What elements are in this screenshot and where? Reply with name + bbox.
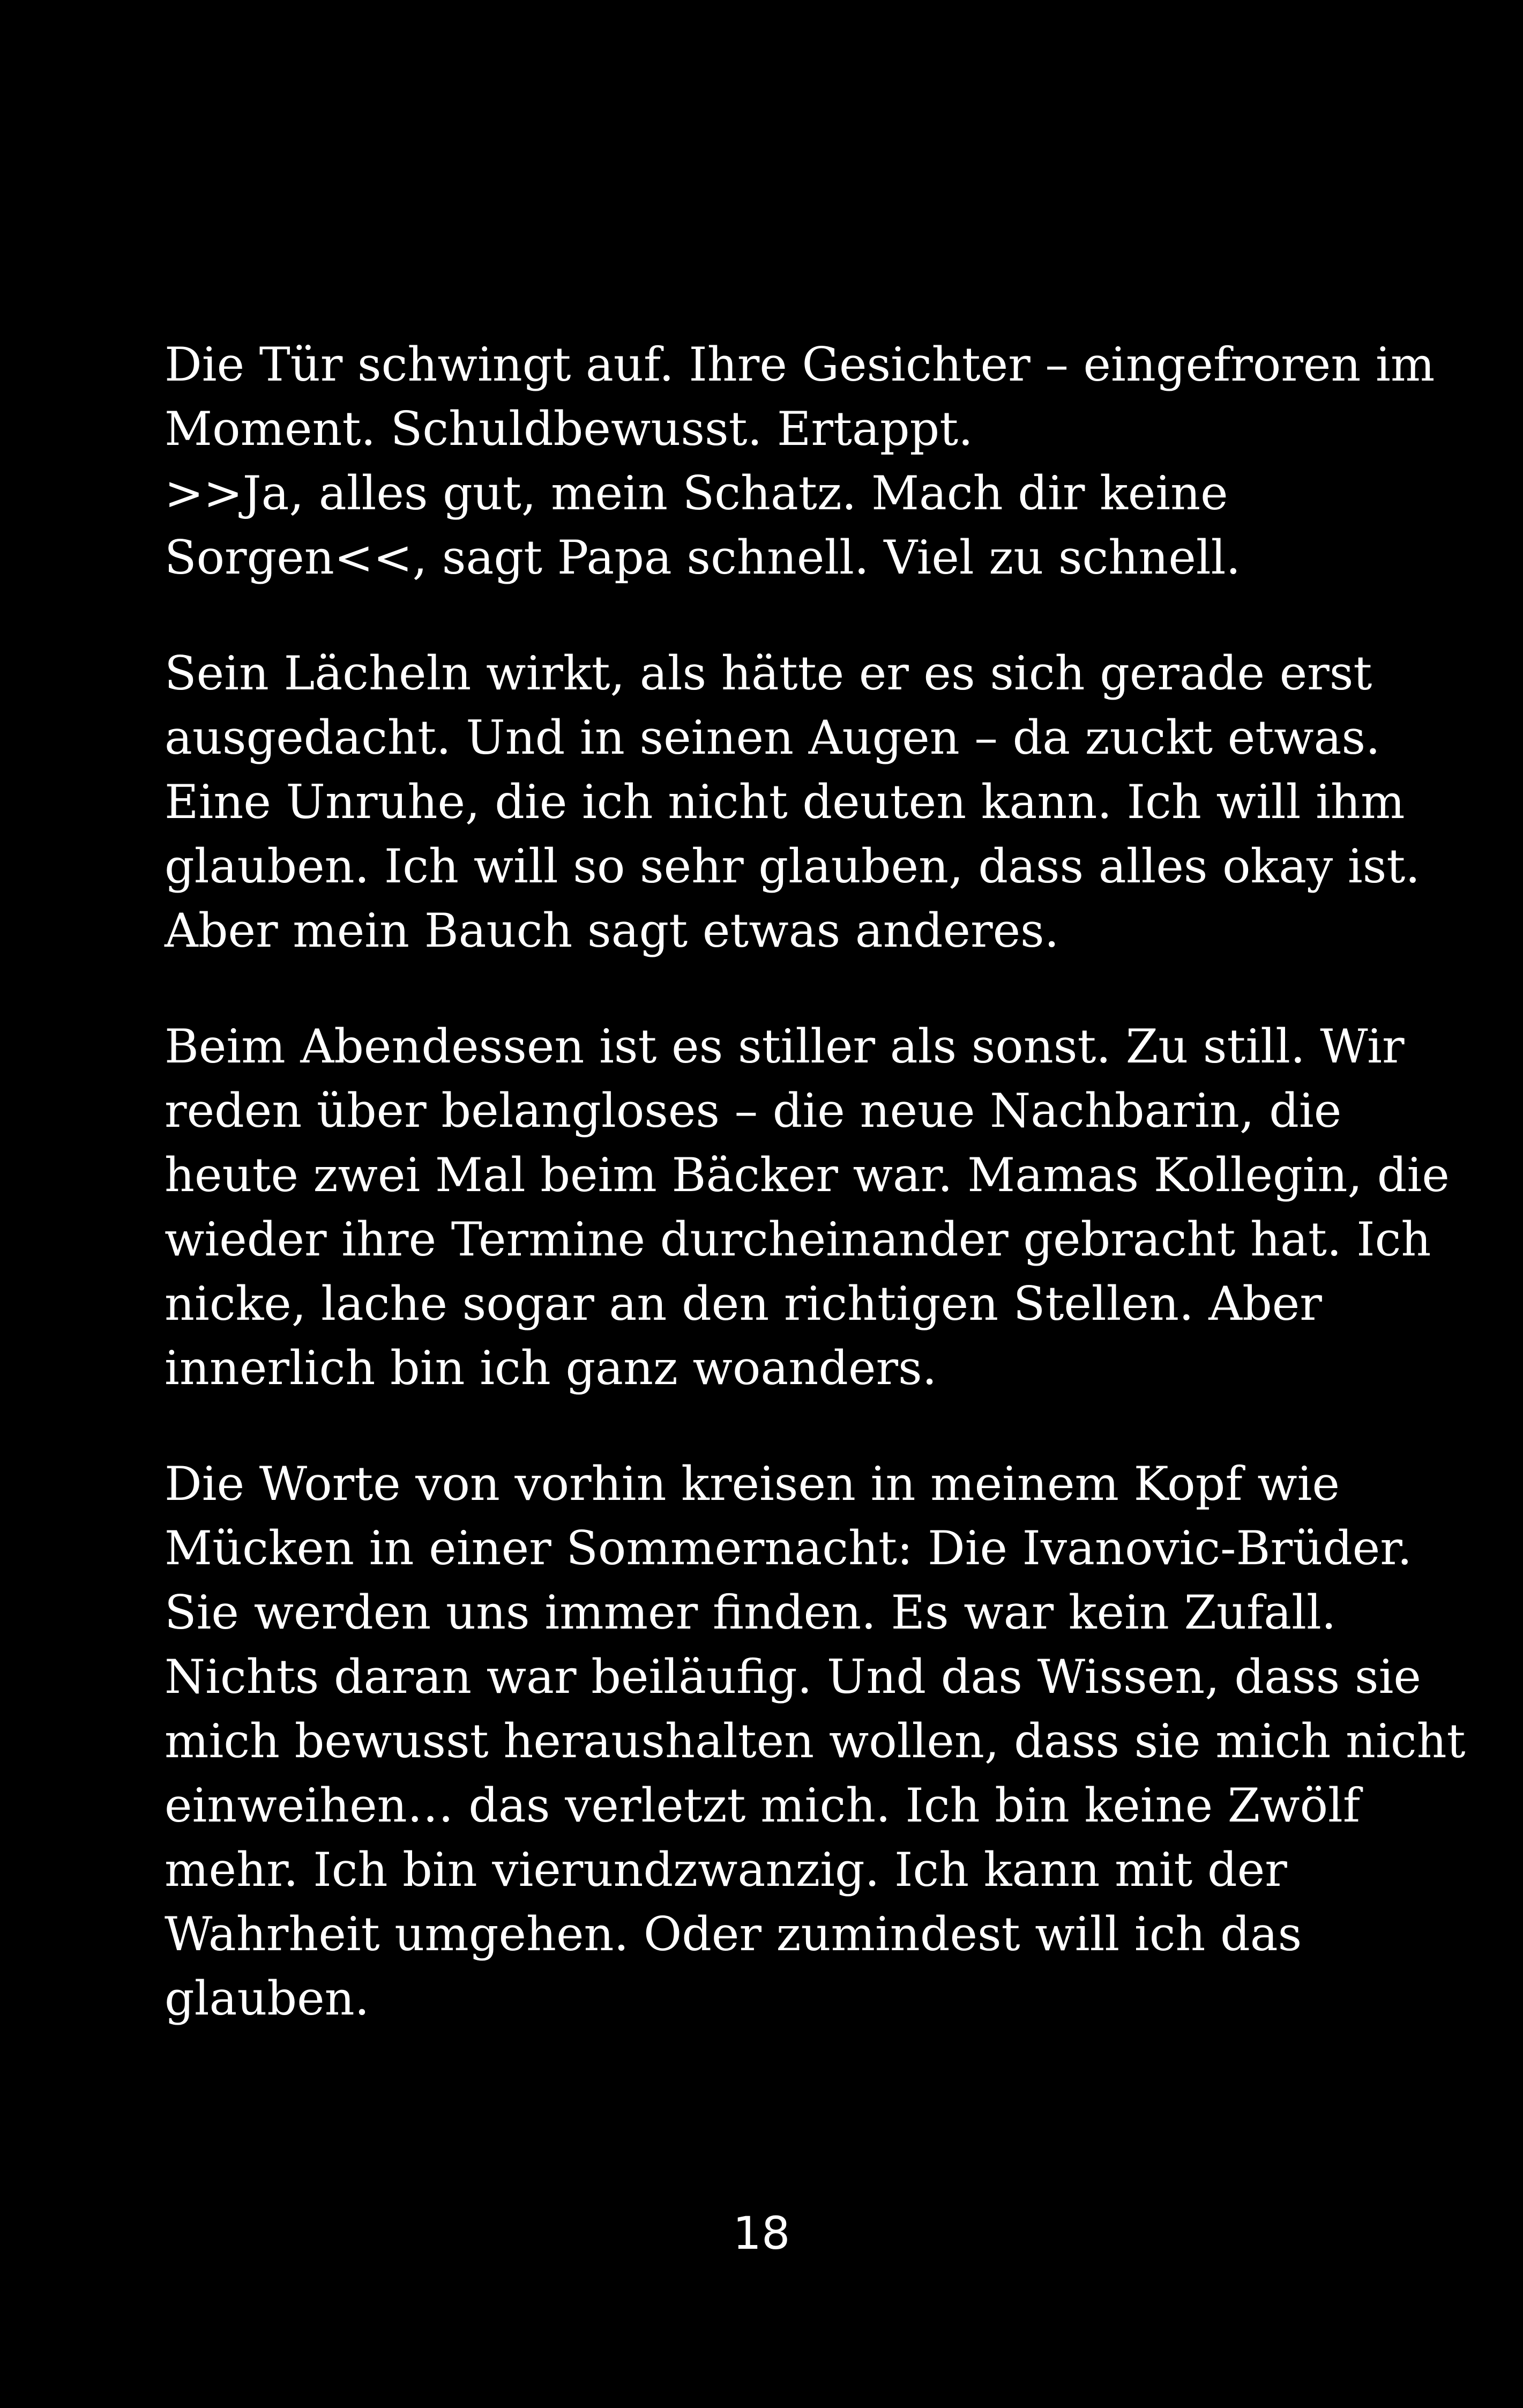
paragraph-3 bbox=[165, 1014, 1450, 1400]
text-line: nicke, lache sogar an den richtigen Stellen. Aber bbox=[165, 1276, 1322, 1331]
text-line: Nichts daran war beiläufig. Und das Wissen, dass sie bbox=[165, 1649, 1421, 1704]
text-line: Moment. Schuldbewusst. Ertappt. bbox=[165, 402, 973, 456]
text-line: >>Ja, alles gut, mein Schatz. Mach dir keine bbox=[165, 466, 1228, 521]
text-line: Sie werden uns immer finden. Es war kein Zufall. bbox=[165, 1585, 1337, 1640]
text-line: Aber mein Bauch sagt etwas anderes. bbox=[165, 903, 1059, 958]
text-line: einweihen… das verletzt mich. Ich bin keine Zwölf bbox=[165, 1778, 1361, 1833]
text-line: innerlich bin ich ganz woanders. bbox=[165, 1341, 937, 1395]
paragraph-1 bbox=[165, 332, 1435, 590]
text-line: heute zwei Mal beim Bäcker war. Mamas Kollegin, die bbox=[165, 1148, 1450, 1202]
text-line: reden über belangloses – die neue Nachbarin, die bbox=[165, 1083, 1342, 1138]
text-line: Mücken in einer Sommernacht: Die Ivanovic-Brüder. bbox=[165, 1521, 1412, 1575]
paragraph-2 bbox=[165, 641, 1421, 963]
page-number: 18 bbox=[733, 2207, 790, 2260]
text-line: mich bewusst heraushalten wollen, dass sie mich nicht bbox=[165, 1714, 1466, 1768]
text-line: Eine Unruhe, die ich nicht deuten kann. Ich will ihm bbox=[165, 775, 1405, 829]
body-text bbox=[165, 332, 1466, 2031]
text-line: Beim Abendessen ist es stiller als sonst. Zu still. Wir bbox=[165, 1019, 1405, 1074]
text-line: Die Tür schwingt auf. Ihre Gesichter – eingefroren im bbox=[165, 337, 1435, 392]
paragraph-4 bbox=[165, 1452, 1466, 2031]
text-line: ausgedacht. Und in seinen Augen – da zuckt etwas. bbox=[165, 710, 1380, 765]
text-line: glauben. bbox=[165, 1971, 370, 2026]
text-line: Wahrheit umgehen. Oder zumindest will ich das bbox=[165, 1907, 1302, 1961]
text-line: Die Worte von vorhin kreisen in meinem Kopf wie bbox=[165, 1456, 1340, 1511]
text-line: mehr. Ich bin vierundzwanzig. Ich kann mit der bbox=[165, 1842, 1287, 1897]
text-line: Sein Lächeln wirkt, als hätte er es sich gerade erst bbox=[165, 646, 1372, 701]
text-line: Sorgen<<, sagt Papa schnell. Viel zu schnell. bbox=[165, 530, 1241, 585]
text-line: glauben. Ich will so sehr glauben, dass alles okay ist. bbox=[165, 839, 1421, 894]
text-line: wieder ihre Termine durcheinander gebracht hat. Ich bbox=[165, 1212, 1431, 1267]
